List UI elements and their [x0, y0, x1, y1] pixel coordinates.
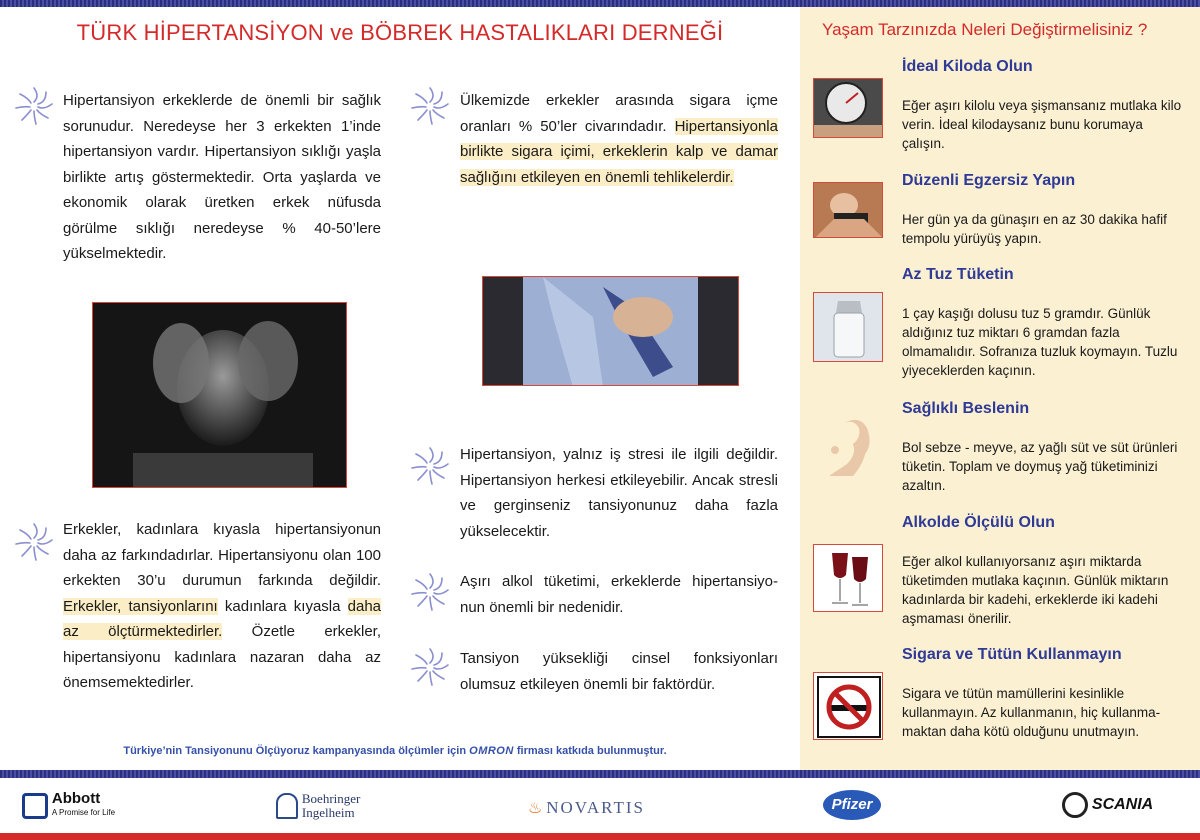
tip-text-exercise: Her gün ya da günaşırı en az 30 dakika hafif tempolu yürüyüş yapın.	[902, 212, 1167, 246]
tip-text-salt: 1 çay kaşığı dolusu tuz 5 gramdır. Günlük aldığınız tuz miktarı 6 gramdan fazla olmamalıdır. Sofranıza tuzluk koymayın. Tuzlu yiyeceklerden kaçının.	[902, 306, 1178, 378]
boehringer-line1: Boehringer	[301, 791, 361, 806]
sidebar-title: Yaşam Tarzınızda Neleri Değiştirmelisiniz ?	[822, 20, 1148, 39]
awareness-text-a: Erkekler, kadınlara kıyasla hipertansiyonun daha az farkındadırlar. Hipertansiyonu olan 100 erkekten 30’u durumun farkında değildir.	[63, 521, 381, 589]
paragraph-sexual-function: Tansiyon yüksekliği cinsel fonksiyonları olumsuz etkileyen önemli bir faktördür.	[460, 650, 778, 693]
sponsor-note-after: firması katkıda bulunmuştur.	[516, 745, 667, 757]
smoking-text: Ülkemizde erkekler arasında sigara içme oranları % 50’ler civarındadır.	[460, 92, 778, 135]
abbott-logo	[22, 792, 115, 820]
highlight-smoking-risk: Hipertansiyonla birlikte sigara içimi, erkeklerin kalp ve damar sağlığını etkileyen en önemli tehlikelerdir.	[460, 117, 778, 186]
sunburst-icon	[12, 84, 56, 128]
highlight-measure-a: Erkekler, tansiyonlarını	[63, 597, 218, 615]
awareness-text-c: Özetle erkekler, hipertansiyonu kadınlara nazaran daha az önemsemektedirler.	[63, 623, 382, 691]
bottom-red-line	[0, 833, 1200, 840]
abbott-tagline: A Promise for Life	[51, 808, 116, 817]
paragraph-awareness	[63, 517, 381, 696]
sunburst-icon	[408, 645, 452, 689]
tip-text-alcohol: Eğer alkol kullanıyorsanız aşırı miktarda tüketimden mutlaka kaçının. Günlük miktarın kadınlarda bir kadehi, erkeklerde iki kadehi aşmaması önerilir.	[902, 554, 1169, 626]
paragraph-smoking	[460, 88, 778, 190]
pfizer-name: Pfizer	[823, 790, 881, 820]
highlight-measure-b: daha az ölçtürmektedirler.	[63, 597, 382, 640]
sponsor-logos-bar	[0, 778, 1200, 833]
tip-heading-alcohol: Alkolde Ölçülü Olun	[902, 514, 1055, 531]
scania-name: SCANIA	[1091, 796, 1154, 813]
novartis-logo	[528, 798, 645, 818]
eating-silhouette	[813, 414, 883, 476]
abbott-mark-icon	[22, 793, 48, 819]
paragraph-hypertension-men: Hipertansiyon erkeklerde de önemli bir sağlık sorunudur. Neredeyse her 3 erkekten 1’inde hipertansiyon vardır. Hipertansiyon sıklığı yaşla birlikte artış göstermektedir. Orta yaşlarda ve ekonomik olarak üretken erkek nüfusda görülme sıklığı neredeyse % 40-50’lere yükselmektedir.	[63, 92, 381, 262]
exercise-photo	[813, 182, 883, 238]
boehringer-mark-icon	[276, 793, 298, 819]
loosened-tie-photo	[482, 276, 739, 386]
bottom-stripe-bar	[0, 770, 1200, 778]
sponsor-note	[0, 745, 790, 757]
paragraph-alcohol: Aşırı alkol tüketimi, erkeklerde hipertansiyo- nun önemli bir nedenidir.	[460, 573, 778, 616]
scania-logo	[1062, 792, 1153, 818]
boehringer-line2: Ingelheim	[301, 805, 355, 820]
tip-heading-smoking: Sigara ve Tütün Kullanmayın	[902, 646, 1122, 663]
scale-photo	[813, 78, 883, 138]
tip-text-smoking: Sigara ve tütün mamüllerini kesinlikle kullanmayın. Az kullanmanın, hiç kullanma- maktan daha kötü olduğunu unutmayın.	[902, 686, 1161, 739]
boehringer-logo	[276, 792, 360, 820]
tip-text-ideal-weight: Eğer aşırı kilolu veya şişmansanız mutlaka kilo verin. İdeal kilodaysanız bunu korumaya çalışın.	[902, 98, 1182, 151]
novartis-name: NOVARTIS	[546, 798, 645, 817]
stressed-man-photo	[92, 302, 347, 488]
scania-griffin-icon	[1062, 792, 1088, 818]
pfizer-logo	[823, 790, 881, 820]
wine-glasses-photo	[813, 544, 883, 612]
novartis-flame-icon: ♨	[528, 800, 543, 817]
tip-heading-ideal-weight: İdeal Kiloda Olun	[902, 58, 1033, 75]
salt-shaker-photo	[813, 292, 883, 362]
omron-brand: OMRON	[469, 745, 514, 757]
no-smoking-sign	[813, 672, 883, 740]
sunburst-icon	[12, 520, 56, 564]
abbott-name: Abbott	[51, 790, 101, 807]
paragraph-stress: Hipertansiyon, yalnız iş stresi ile ilgili değildir. Hipertansiyon herkesi etkileyebilir. Ancak stresli ve gerginseniz tansiyonunuz daha fazla yükselecektir.	[460, 446, 778, 540]
awareness-text-b: kadınlara kıyasla	[224, 597, 341, 615]
tip-heading-nutrition: Sağlıklı Beslenin	[902, 400, 1030, 417]
sunburst-icon	[408, 444, 452, 488]
sunburst-icon	[408, 570, 452, 614]
tip-text-nutrition: Bol sebze - meyve, az yağlı süt ve süt ürünleri tüketin. Toplam ve doymuş yağ tüketiminizi azaltın.	[902, 440, 1178, 493]
sponsor-note-before: Türkiye’nin Tansiyonunu Ölçüyoruz kampanyasında ölçümler için	[123, 745, 467, 757]
tip-heading-exercise: Düzenli Egzersiz Yapın	[902, 172, 1076, 189]
sunburst-icon	[408, 84, 452, 128]
page-title: TÜRK HİPERTANSİYON ve BÖBREK HASTALIKLARI DERNEĞİ	[76, 20, 724, 45]
tip-heading-salt: Az Tuz Tüketin	[902, 266, 1014, 283]
